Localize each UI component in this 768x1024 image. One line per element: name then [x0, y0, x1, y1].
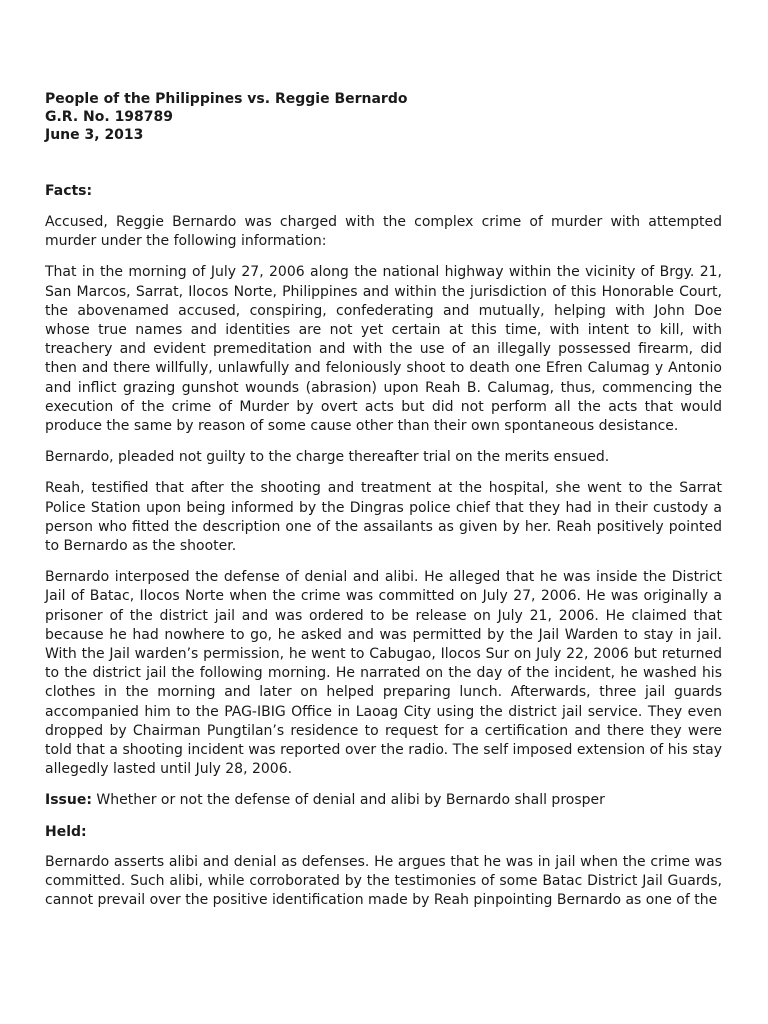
facts-paragraph: Bernardo, pleaded not guilty to the charge thereafter trial on the merits ensued. [45, 449, 610, 466]
facts-paragraph: That in the morning of July 27, 2006 along the national highway within the vicinity of Brgy. 21, San Marcos, Sarrat, Ilocos Norte, Philippines and within the jurisdiction of this Honorable Court, the abovenamed accused, conspiring, confederating and mutually, helping with John Doe whose true names and identities are not yet certain at this time, with intent to kill, with treachery and evident premeditation and with the use of an illegally possessed firearm, did then and there willfully, unlawfully and feloniously shoot to death one Efren Calumag y Antonio and inflict grazing gunshot wounds (abrasion) upon Reah B. Calumag, thus, commencing the execution of the crime of Murder by overt acts but did not perform all the acts that would produce the same by reason of some cause other than their own spontaneous desistance. [45, 264, 722, 435]
held-heading: Held: [45, 823, 87, 840]
issue-text: Whether or not the defense of denial and alibi by Bernardo shall prosper [91, 792, 605, 809]
case-title: People of the Philippines vs. Reggie Bernardo [45, 91, 408, 107]
facts-paragraph: Bernardo interposed the defense of denial and alibi. He alleged that he was inside the District Jail of Batac, Ilocos Norte when the crime was committed on July 27, 2006. He was originally a prisoner of the district jail and was ordered to be release on July 21, 2006. He claimed that because he had nowhere to go, he asked and was permitted by the Jail Warden to stay in jail. With the Jail warden’s permission, he went to Cabugao, Ilocos Sur on July 22, 2006 but returned to the district jail the following morning. He narrated on the day of the incident, he washed his clothes in the morning and later on helped preparing lunch. Afterwards, three jail guards accompanied him to the PAG-IBIG Office in Laoag City using the district jail service. They even dropped by Chairman Pungtilan’s residence to request for a certification and there they were told that a shooting incident was reported over the radio. The self imposed extension of his stay allegedly lasted until July 28, 2006. [45, 569, 722, 778]
issue-label: Issue: [45, 792, 92, 809]
gr-number: G.R. No. 198789 [45, 109, 174, 125]
decision-date: June 3, 2013 [45, 127, 144, 143]
facts-heading: Facts: [45, 183, 93, 199]
facts-paragraph: Reah, testified that after the shooting and treatment at the hospital, she went to the Sarrat Police Station upon being informed by the Dingras police chief that they had in their custody a person who fitted the description one of the assailants as given by her. Reah positively pointed to Bernardo as the shooter. [45, 480, 722, 555]
issue-line [45, 791, 722, 810]
facts-paragraph: Accused, Reggie Bernardo was charged with the complex crime of murder with attempted murder under the following information: [45, 214, 722, 250]
held-paragraph: Bernardo asserts alibi and denial as defenses. He argues that he was in jail when the crime was committed. Such alibi, while corroborated by the testimonies of some Batac District Jail Guards, cannot prevail over the positive identification made by Reah pinpointing Bernardo as one of the [45, 853, 722, 909]
